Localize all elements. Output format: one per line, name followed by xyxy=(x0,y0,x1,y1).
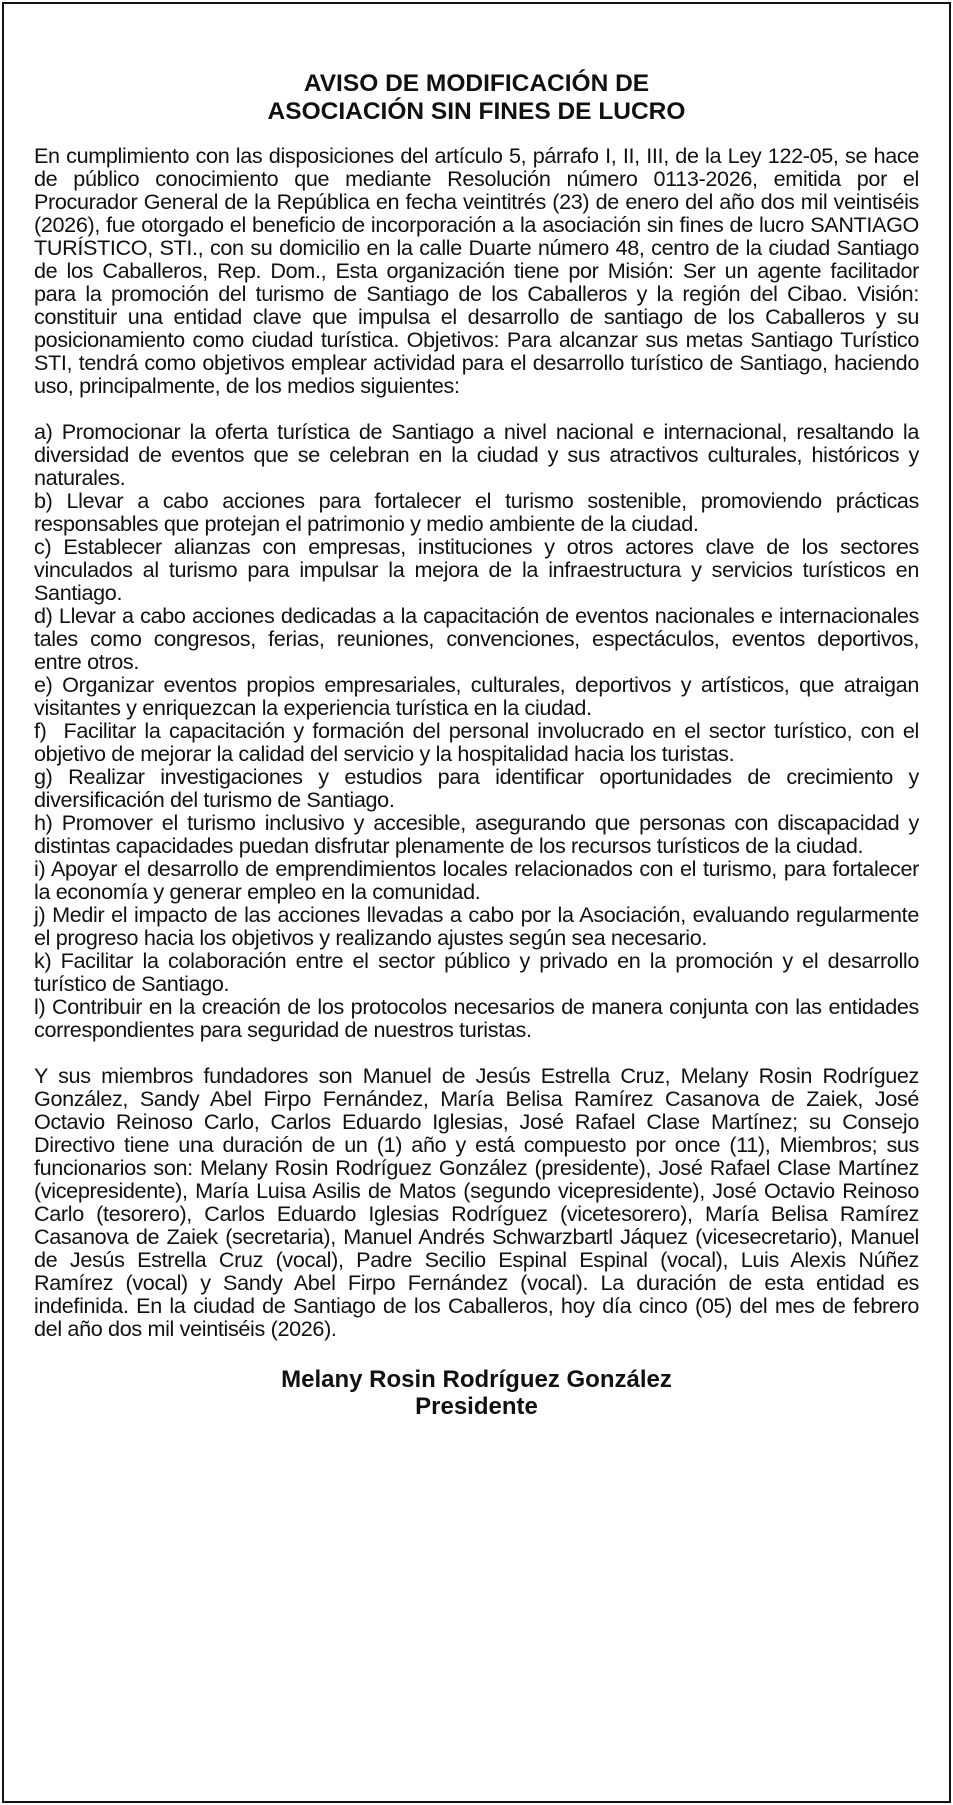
objective-item-c: c) Establecer alianzas con empresas, instituciones y otros actores clave de los sectores vinculados al turismo para impulsar la mejora de la infraestructura y servicios turísticos en Santiago. xyxy=(34,534,919,605)
objective-item-g: g) Realizar investigaciones y estudios para identificar oportunidades de crecimiento y diversificación del turismo de Santiago. xyxy=(34,764,919,812)
title-line-2: ASOCIACIÓN SIN FINES DE LUCRO xyxy=(267,98,686,125)
objective-item-e: e) Organizar eventos propios empresariales, culturales, deportivos y artísticos, que atraigan visitantes y enriquezcan la experiencia turística en la ciudad. xyxy=(34,672,919,720)
signature-block xyxy=(34,1366,919,1420)
members-paragraph: Y sus miembros fundadores son Manuel de Jesús Estrella Cruz, Melany Rosin Rodríguez González, Sandy Abel Firpo Fernández, María Belisa Ramírez Casanova de Zaiek, José Octavio Reinoso Carlo, Carlos Eduardo Iglesias, José Rafael Clase Martínez; su Consejo Directivo tiene una duración de un (1) año y está compuesto por once (11), Miembros; sus funcionarios son: Melany Rosin Rodríguez González (presidente), José Rafael Clase Martínez (vicepresidente), María Luisa Asilis de Matos (segundo vicepresidente), José Octavio Reinoso Carlo (tesorero), Carlos Eduardo Iglesias Rodríguez (vicetesorero), María Belisa Ramírez Casanova de Zaiek (secretaria), Manuel Andrés Schwarzbartl Jáquez (vicesecretario), Manuel de Jesús Estrella Cruz (vocal), Padre Secilio Espinal Espinal (vocal), Luis Alexis Núñez Ramírez (vocal) y Sandy Abel Firpo Fernández (vocal). La duración de esta entidad es indefinida. En la ciudad de Santiago de los Caballeros, hoy día cinco (05) del mes de febrero del año dos mil veintiséis (2026). xyxy=(34,1063,919,1341)
objective-item-i: i) Apoyar el desarrollo de emprendimientos locales relacionados con el turismo, para fortalecer la economía y generar empleo en la comunidad. xyxy=(34,856,919,904)
page-title xyxy=(34,70,919,126)
notice-content xyxy=(34,70,925,1420)
objective-item-f: f) Facilitar la capacitación y formación del personal involucrado en el sector turístico, con el objetivo de mejorar la calidad del servicio y la hospitalidad hacia los turistas. xyxy=(34,718,925,766)
objective-item-b: b) Llevar a cabo acciones para fortalecer el turismo sostenible, promoviendo prácticas responsables que protejan el patrimonio y medio ambiente de la ciudad. xyxy=(34,488,919,536)
intro-paragraph: En cumplimiento con las disposiciones del artículo 5, párrafo I, II, III, de la Ley 122-05, se hace de público conocimiento que mediante Resolución número 0113-2026, emitida por el Procurador General de la República en fecha veintitrés (23) de enero del año dos mil veintiséis (2026), fue otorgado el beneficio de incorporación a la asociación sin fines de lucro SANTIAGO TURÍSTICO, STI., con su domicilio en la calle Duarte número 48, centro de la ciudad Santiago de los Caballeros, Rep. Dom., Esta organización tiene por Misión: Ser un agente facilitador para la promoción del turismo de Santiago de los Caballeros y la región del Cibao. Visión: constituir una entidad clave que impulsa el desarrollo de santiago de los Caballeros y su posicionamiento como ciudad turística. Objetivos: Para alcanzar sus metas Santiago Turístico STI, tendrá como objetivos emplear actividad para el desarrollo turístico de Santiago, haciendo uso, principalmente, de los medios siguientes: xyxy=(34,143,919,398)
notice-frame xyxy=(2,2,951,1803)
signatory-name: Melany Rosin Rodríguez González xyxy=(281,1366,672,1393)
objective-item-d: d) Llevar a cabo acciones dedicadas a la capacitación de eventos nacionales e internacionales tales como congresos, ferias, reuniones, convenciones, espectáculos, eventos deportivos, entre otros. xyxy=(34,603,919,674)
objective-item-a: a) Promocionar la oferta turística de Santiago a nivel nacional e internacional, resaltando la diversidad de eventos que se celebran en la ciudad y sus atractivos culturales, históricos y naturales. xyxy=(34,419,919,490)
title-line-1: AVISO DE MODIFICACIÓN DE xyxy=(303,70,650,97)
objective-item-k: k) Facilitar la colaboración entre el sector público y privado en la promoción y el desarrollo turístico de Santiago. xyxy=(34,948,919,996)
signatory-title: Presidente xyxy=(415,1393,538,1420)
objectives-list xyxy=(34,419,925,1042)
objective-item-h: h) Promover el turismo inclusivo y accesible, asegurando que personas con discapacidad y distintas capacidades puedan disfrutar plenamente de los recursos turísticos de la ciudad. xyxy=(34,810,919,858)
objective-item-j: j) Medir el impacto de las acciones llevadas a cabo por la Asociación, evaluando regularmente el progreso hacia los objetivos y realizando ajustes según sea necesario. xyxy=(34,902,919,950)
spacer xyxy=(34,1041,919,1064)
spacer xyxy=(34,397,919,420)
objective-item-l: l) Contribuir en la creación de los protocolos necesarios de manera conjunta con las entidades correspondientes para seguridad de nuestros turistas. xyxy=(34,994,919,1042)
